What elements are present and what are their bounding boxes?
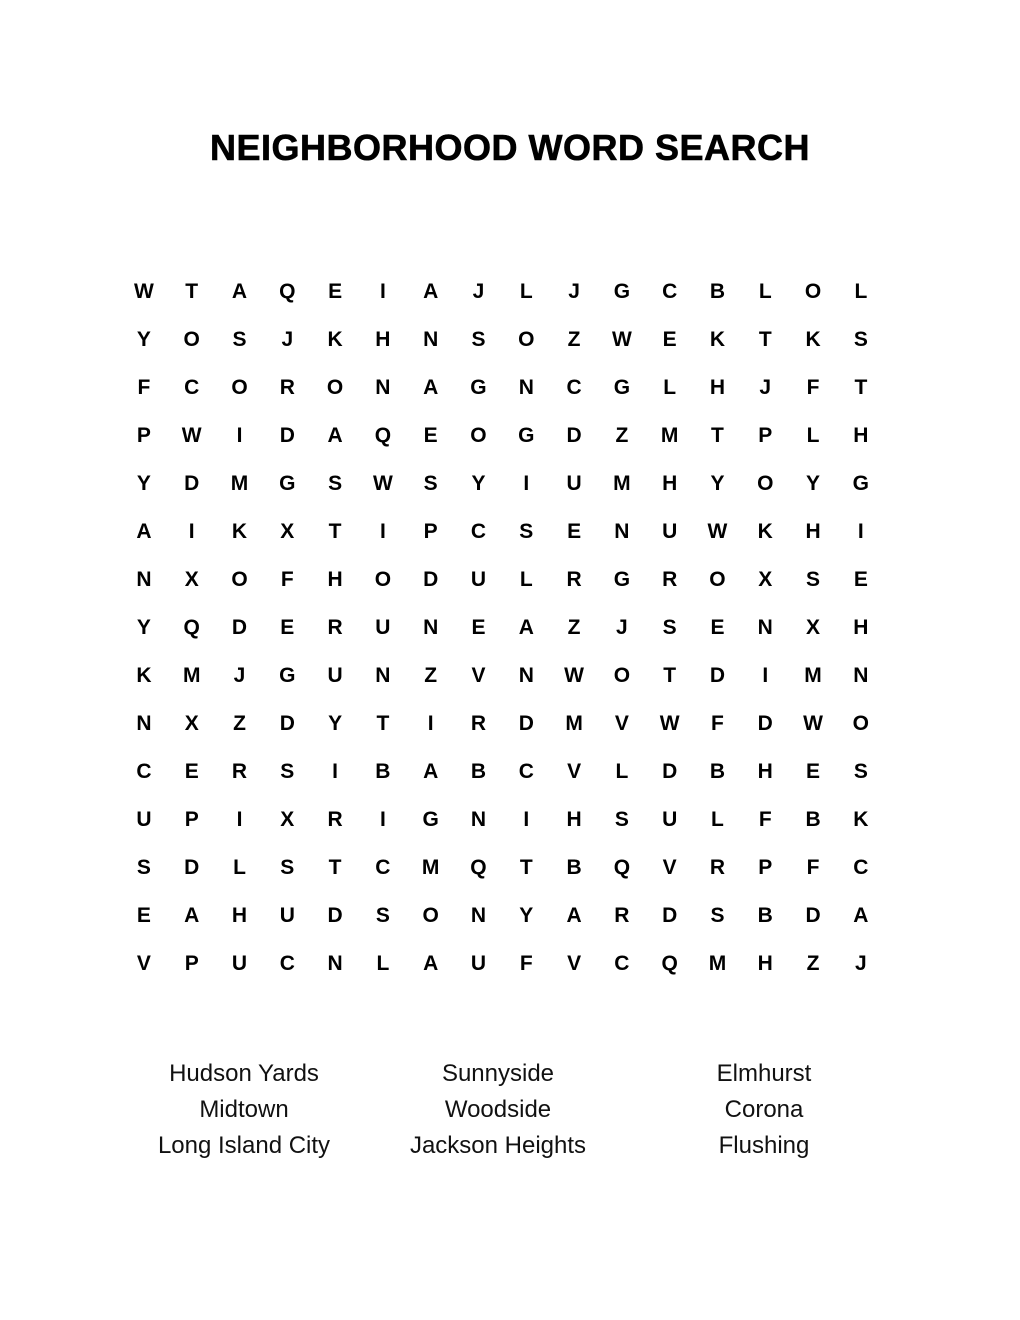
grid-letter: O — [613, 664, 631, 687]
grid-letter: R — [470, 712, 487, 735]
letter-grid — [120, 268, 884, 988]
grid-letter: M — [708, 952, 727, 975]
grid-letter: S — [280, 760, 295, 783]
grid-letter: T — [519, 856, 533, 879]
grid-letter: R — [662, 568, 678, 591]
grid-letter: M — [613, 472, 631, 495]
grid-letter: D — [231, 616, 248, 639]
grid-letter: P — [423, 520, 438, 543]
grid-letter: K — [136, 664, 152, 687]
grid-letter: A — [184, 904, 200, 927]
word-item: Jackson Heights — [409, 1132, 587, 1159]
grid-letter: Q — [661, 952, 678, 975]
grid-letter: E — [853, 568, 868, 591]
grid-letter: Z — [806, 952, 820, 975]
grid-letter: C — [518, 760, 534, 783]
grid-letter: G — [852, 472, 870, 495]
grid-letter: B — [709, 280, 726, 303]
grid-letter: D — [279, 424, 295, 447]
grid-letter: Y — [136, 472, 151, 495]
grid-letter: F — [806, 856, 820, 879]
grid-letter: C — [662, 280, 678, 303]
grid-letter: P — [136, 424, 151, 447]
grid-letter: D — [709, 664, 726, 687]
grid-letter: S — [471, 328, 486, 351]
grid-letter: Z — [233, 712, 246, 735]
grid-letter: Q — [374, 424, 392, 447]
grid-letter: B — [757, 904, 773, 927]
grid-letter: T — [854, 376, 868, 399]
grid-letter: A — [423, 952, 439, 975]
word-item: Sunnyside — [441, 1060, 555, 1087]
grid-letter: K — [853, 808, 869, 831]
grid-letter: D — [566, 424, 582, 447]
grid-letter: W — [181, 424, 202, 447]
grid-letter: D — [423, 568, 439, 591]
grid-letter: Z — [424, 664, 438, 687]
grid-letter: M — [230, 472, 249, 495]
grid-letter: P — [184, 952, 199, 975]
grid-letter: I — [379, 280, 386, 303]
grid-letter: M — [565, 712, 583, 735]
grid-letter: Y — [136, 328, 151, 351]
word-item: Flushing — [718, 1132, 810, 1159]
grid-letter: H — [375, 328, 391, 351]
grid-letter: N — [375, 664, 391, 687]
word-list-column-2 — [348, 1056, 648, 1164]
grid-letter: V — [471, 664, 486, 687]
grid-letter: N — [327, 952, 343, 975]
grid-letter: F — [806, 376, 820, 399]
grid-letter: A — [566, 904, 582, 927]
grid-letter: O — [231, 376, 248, 399]
grid-letter: S — [423, 472, 438, 495]
grid-letter: N — [470, 808, 487, 831]
grid-letter: J — [568, 280, 580, 303]
grid-letter: L — [854, 280, 868, 303]
grid-letter: B — [805, 808, 821, 831]
grid-letter: W — [133, 280, 154, 303]
grid-letter: H — [853, 424, 869, 447]
grid-letter: C — [470, 520, 487, 543]
grid-letter: C — [375, 856, 391, 879]
grid-letter: R — [327, 808, 343, 831]
grid-letter: R — [279, 376, 295, 399]
grid-letter: Y — [710, 472, 725, 495]
grid-letter: R — [231, 760, 248, 783]
grid-letter: L — [233, 856, 246, 879]
grid-letter: I — [236, 808, 243, 831]
grid-letter: M — [182, 664, 201, 687]
grid-letter: A — [231, 280, 248, 303]
grid-letter: T — [376, 712, 390, 735]
grid-letter: J — [233, 664, 246, 687]
grid-letter: L — [376, 952, 390, 975]
grid-letter: I — [379, 520, 386, 543]
grid-letter: O — [518, 328, 535, 351]
grid-letter: D — [184, 856, 200, 879]
grid-letter: P — [758, 424, 773, 447]
grid-letter: I — [332, 760, 338, 783]
grid-letter: S — [662, 616, 677, 639]
grid-letter: I — [236, 424, 243, 447]
grid-letter: A — [518, 616, 534, 639]
grid-letter: O — [709, 568, 726, 591]
grid-letter: U — [470, 568, 487, 591]
grid-letter: S — [853, 760, 868, 783]
grid-letter: V — [136, 952, 151, 975]
grid-letter: D — [662, 904, 678, 927]
grid-letter: D — [805, 904, 821, 927]
grid-letter: E — [423, 424, 438, 447]
grid-letter: H — [327, 568, 343, 591]
grid-letter: G — [470, 376, 487, 399]
grid-letter: N — [375, 376, 391, 399]
grid-letter: S — [614, 808, 629, 831]
grid-letter: S — [232, 328, 247, 351]
grid-letter: N — [853, 664, 869, 687]
grid-letter: E — [567, 520, 582, 543]
grid-letter: E — [280, 616, 295, 639]
grid-letter: N — [614, 520, 630, 543]
grid-letter: A — [423, 760, 439, 783]
grid-letter: O — [804, 280, 822, 303]
grid-letter: Y — [136, 616, 151, 639]
grid-letter: T — [758, 328, 772, 351]
grid-letter: L — [806, 424, 820, 447]
grid-letter: K — [231, 520, 248, 543]
grid-letter: G — [518, 424, 535, 447]
grid-letter: N — [518, 664, 534, 687]
grid-letter: W — [803, 712, 823, 735]
grid-letter: T — [328, 856, 342, 879]
grid-letter: D — [279, 712, 295, 735]
grid-letter: U — [375, 616, 391, 639]
page-title: NEIGHBORHOOD WORD SEARCH — [209, 127, 810, 168]
grid-letter: C — [566, 376, 582, 399]
grid-letter: N — [136, 568, 152, 591]
grid-letter: T — [663, 664, 677, 687]
grid-letter: D — [518, 712, 534, 735]
grid-letter: W — [659, 712, 680, 735]
grid-letter: E — [328, 280, 343, 303]
grid-letter: W — [372, 472, 393, 495]
grid-letter: D — [757, 712, 773, 735]
grid-letter: H — [805, 520, 821, 543]
grid-letter: T — [711, 424, 724, 447]
grid-letter: C — [184, 376, 200, 399]
grid-letter: Y — [806, 472, 821, 495]
grid-letter: C — [853, 856, 869, 879]
grid-letter: I — [762, 664, 769, 687]
grid-letter: U — [327, 664, 343, 687]
grid-letter: B — [566, 856, 582, 879]
grid-letter: K — [805, 328, 821, 351]
grid-letter: U — [231, 952, 248, 975]
grid-letter: X — [806, 616, 821, 639]
grid-letter: J — [759, 376, 772, 399]
grid-letter: N — [423, 616, 439, 639]
grid-letter: F — [758, 808, 772, 831]
grid-letter: F — [280, 568, 294, 591]
grid-letter: C — [614, 952, 630, 975]
grid-letter: S — [328, 472, 343, 495]
grid-letter: O — [374, 568, 392, 591]
grid-letter: Z — [567, 328, 581, 351]
grid-letter: W — [707, 520, 728, 543]
grid-letter: I — [523, 808, 530, 831]
grid-letter: R — [614, 904, 630, 927]
grid-letter: Q — [279, 280, 296, 303]
grid-letter: S — [280, 856, 295, 879]
grid-letter: R — [566, 568, 582, 591]
grid-letter: I — [427, 712, 434, 735]
grid-letter: H — [566, 808, 582, 831]
grid-letter: D — [327, 904, 343, 927]
grid-letter: V — [614, 712, 629, 735]
grid-letter: I — [379, 808, 386, 831]
grid-letter: G — [613, 376, 631, 399]
grid-letter: E — [710, 616, 725, 639]
word-item: Midtown — [199, 1096, 289, 1123]
grid-letter: R — [327, 616, 343, 639]
grid-letter: Q — [470, 856, 487, 879]
grid-letter: L — [663, 376, 677, 399]
grid-letter: X — [280, 520, 295, 543]
grid-letter: O — [757, 472, 774, 495]
grid-letter: M — [804, 664, 822, 687]
grid-letter: J — [472, 280, 485, 303]
grid-letter: E — [471, 616, 486, 639]
grid-letter: S — [710, 904, 725, 927]
grid-letter: S — [853, 328, 868, 351]
grid-letter: U — [662, 520, 678, 543]
grid-letter: K — [709, 328, 726, 351]
grid-letter: X — [184, 712, 199, 735]
grid-letter: C — [136, 760, 152, 783]
grid-letter: H — [853, 616, 869, 639]
grid-letter: J — [616, 616, 628, 639]
grid-letter: I — [188, 520, 195, 543]
grid-letter: Z — [567, 616, 581, 639]
grid-letter: F — [711, 712, 724, 735]
grid-letter: E — [184, 760, 199, 783]
grid-letter: H — [757, 952, 773, 975]
grid-letter: L — [615, 760, 629, 783]
grid-letter: F — [519, 952, 533, 975]
grid-letter: D — [184, 472, 200, 495]
grid-letter: A — [423, 376, 439, 399]
grid-letter: P — [184, 808, 199, 831]
grid-letter: K — [757, 520, 773, 543]
grid-letter: O — [183, 328, 200, 351]
grid-letter: S — [136, 856, 151, 879]
grid-letter: U — [566, 472, 582, 495]
grid-letter: Z — [615, 424, 629, 447]
word-list-column-3 — [614, 1056, 914, 1164]
grid-letter: N — [423, 328, 439, 351]
grid-letter: X — [758, 568, 773, 591]
grid-letter: W — [564, 664, 584, 687]
grid-letter: H — [231, 904, 248, 927]
grid-letter: N — [136, 712, 152, 735]
grid-letter: J — [281, 328, 294, 351]
grid-letter: H — [757, 760, 773, 783]
grid-letter: T — [185, 280, 199, 303]
grid-letter: Q — [613, 856, 631, 879]
grid-letter: U — [136, 808, 152, 831]
grid-letter: O — [422, 904, 439, 927]
grid-letter: V — [567, 952, 582, 975]
grid-letter: Y — [471, 472, 486, 495]
grid-letter: M — [421, 856, 440, 879]
grid-letter: N — [518, 376, 534, 399]
grid-letter: J — [855, 952, 867, 975]
grid-letter: I — [857, 520, 864, 543]
grid-letter: W — [611, 328, 632, 351]
grid-letter: I — [523, 472, 530, 495]
grid-letter: A — [136, 520, 152, 543]
grid-letter: H — [662, 472, 678, 495]
grid-letter: E — [136, 904, 151, 927]
grid-letter: G — [613, 568, 631, 591]
grid-letter: G — [279, 472, 296, 495]
grid-letter: A — [423, 280, 439, 303]
grid-letter: O — [470, 424, 487, 447]
grid-letter: L — [519, 280, 533, 303]
grid-letter: E — [806, 760, 821, 783]
grid-letter: R — [709, 856, 726, 879]
grid-letter: L — [519, 568, 533, 591]
grid-letter: N — [757, 616, 773, 639]
grid-letter: Y — [519, 904, 534, 927]
grid-letter: G — [613, 280, 631, 303]
word-item: Elmhurst — [716, 1060, 812, 1087]
grid-letter: S — [519, 520, 534, 543]
grid-letter: E — [662, 328, 677, 351]
grid-letter: L — [711, 808, 724, 831]
grid-letter: F — [137, 376, 151, 399]
grid-letter: V — [567, 760, 582, 783]
grid-letter: O — [326, 376, 344, 399]
word-item: Woodside — [444, 1096, 552, 1123]
grid-letter: M — [660, 424, 679, 447]
grid-letter: V — [662, 856, 677, 879]
grid-letter: A — [853, 904, 869, 927]
grid-letter: Q — [183, 616, 200, 639]
grid-letter: O — [231, 568, 248, 591]
grid-letter: K — [327, 328, 343, 351]
grid-letter: B — [375, 760, 391, 783]
grid-letter: G — [422, 808, 439, 831]
grid-letter: C — [279, 952, 295, 975]
grid-letter: D — [662, 760, 678, 783]
grid-letter: S — [375, 904, 390, 927]
word-item: Long Island City — [157, 1132, 331, 1159]
grid-letter: O — [852, 712, 870, 735]
grid-letter: P — [758, 856, 773, 879]
grid-letter: H — [709, 376, 726, 399]
grid-letter: U — [279, 904, 295, 927]
word-item: Hudson Yards — [169, 1060, 319, 1087]
grid-letter: X — [184, 568, 199, 591]
grid-letter: Y — [328, 712, 343, 735]
grid-letter: L — [758, 280, 772, 303]
grid-letter: U — [662, 808, 678, 831]
grid-letter: X — [280, 808, 295, 831]
grid-letter: U — [470, 952, 487, 975]
grid-letter: N — [470, 904, 487, 927]
word-item: Corona — [724, 1096, 804, 1123]
grid-letter: T — [328, 520, 342, 543]
grid-letter: S — [806, 568, 821, 591]
grid-letter: B — [470, 760, 487, 783]
grid-letter: A — [327, 424, 343, 447]
grid-letter: B — [709, 760, 726, 783]
grid-letter: G — [279, 664, 296, 687]
